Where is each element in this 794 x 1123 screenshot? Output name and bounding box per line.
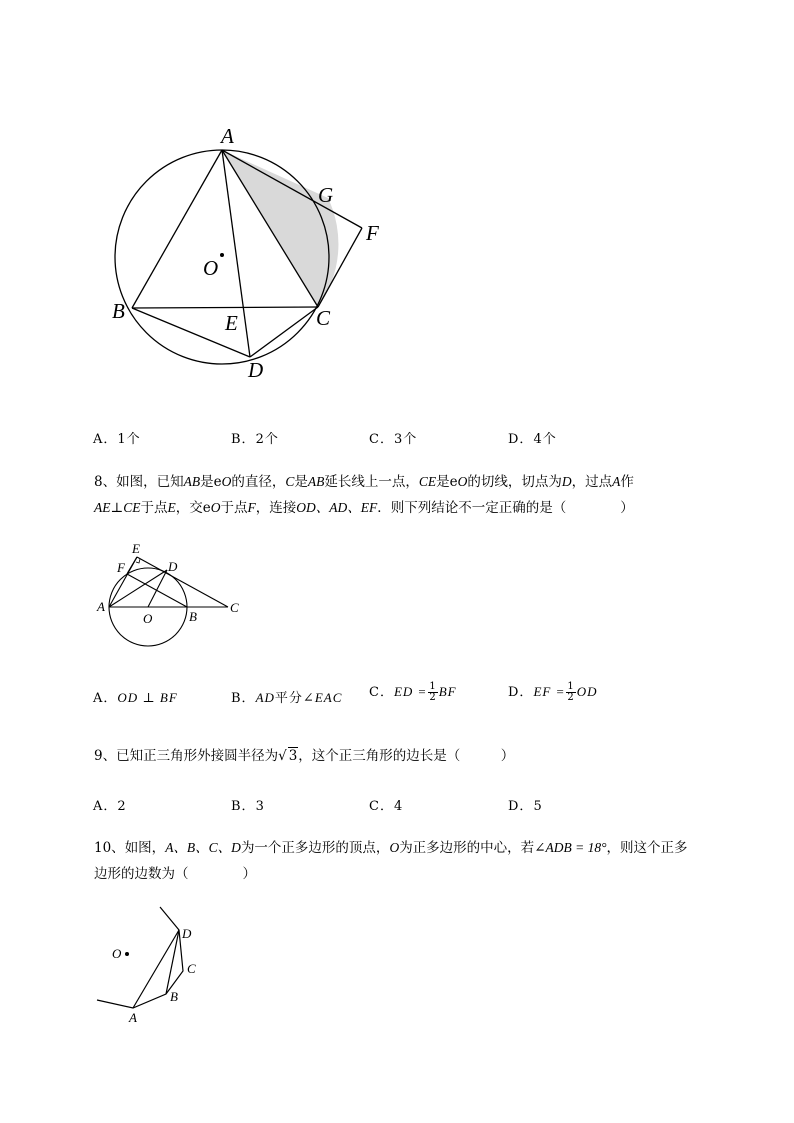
label-C: C: [316, 306, 331, 330]
label-O: O: [143, 611, 153, 626]
q8-option-b[interactable]: B．AD平分∠EAC: [231, 690, 343, 706]
q8-option-a[interactable]: A．OD ⊥ BF: [93, 690, 178, 706]
label-B: B: [112, 299, 125, 323]
label-B: B: [170, 989, 178, 1004]
label-B: B: [189, 609, 197, 624]
q9-option-b[interactable]: B．3: [231, 799, 265, 814]
label-A: A: [97, 599, 105, 614]
label-C: C: [230, 600, 239, 615]
q8-line-1: 8、如图，已知AB是eO的直径，C是AB延长线上一点，CE是eO的切线，切点为D，过点A作: [94, 474, 634, 490]
q10-line-2: 边形的边数为（ ）: [94, 866, 256, 882]
label-O: O: [203, 256, 219, 280]
q9-text: 9、已知正三角形外接圆半径为√ 3，这个正三角形的边长是（ ）: [94, 748, 515, 764]
q10-line-1: 10、如图，A、B、C、D为一个正多边形的顶点，O为正多边形的中心，若∠ADB = 18°，则这个正多: [94, 840, 688, 856]
label-E: E: [225, 311, 238, 335]
q9-option-a[interactable]: A．2: [93, 799, 127, 814]
figure-q7: [100, 115, 400, 385]
q7-option-a[interactable]: A．1个: [93, 432, 141, 447]
q8-option-c[interactable]: C．ED = $\frac{1}{2}$ BF: [369, 681, 457, 703]
label-A: A: [129, 1010, 137, 1025]
q8-option-d[interactable]: D．EF = $\frac{1}{2}$ OD: [508, 681, 598, 703]
label-D: D: [248, 358, 264, 382]
label-A: A: [221, 124, 234, 148]
label-D: D: [182, 926, 192, 941]
figure-q10: [92, 900, 222, 1025]
q7-option-b[interactable]: B．2个: [231, 432, 279, 447]
q7-option-d[interactable]: D．4个: [508, 432, 557, 447]
figure-q8: [92, 540, 252, 655]
q9-option-d[interactable]: D．5: [508, 799, 543, 814]
q8-line-2: AE⊥CE于点E，交eO于点F，连接OD、AD、EF．则下列结论不一定正确的是（ ）: [94, 500, 634, 516]
q7-option-c[interactable]: C．3个: [369, 432, 418, 447]
label-E: E: [132, 541, 140, 556]
label-F: F: [366, 221, 379, 245]
label-C: C: [187, 961, 196, 976]
q9-option-c[interactable]: C．4: [369, 799, 404, 814]
label-O: O: [112, 946, 122, 961]
label-G: G: [318, 183, 334, 207]
label-D: D: [168, 559, 178, 574]
label-F: F: [117, 560, 125, 575]
